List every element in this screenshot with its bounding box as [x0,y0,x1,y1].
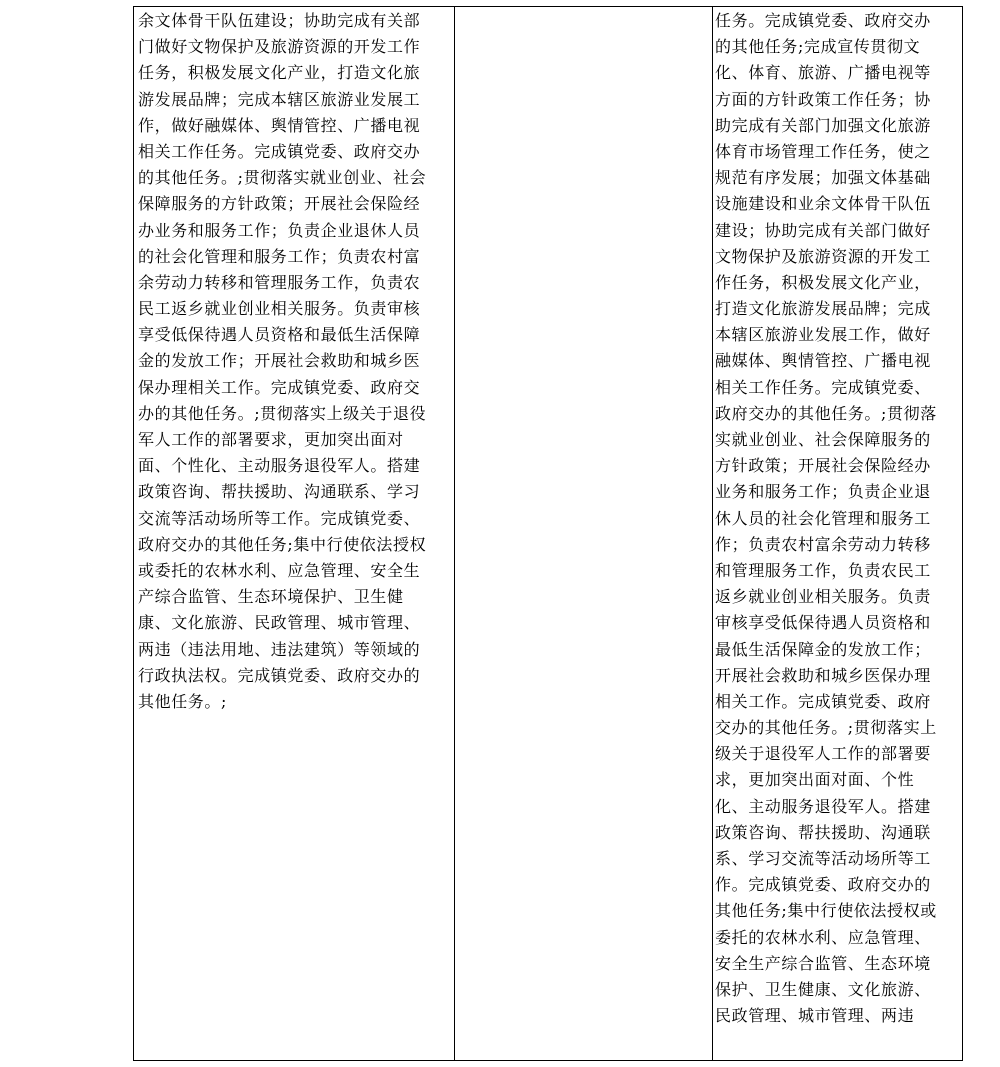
column-divider-left [454,7,455,1060]
text-line: 办的其他任务。;贯彻落实上级关于退役 [138,403,427,423]
text-line: 相关工作。完成镇党委、政府 [715,691,931,711]
text-line: 民工返乡就业创业相关服务。负责审核 [138,299,421,319]
text-line: 委托的农林水利、应急管理、 [715,927,931,947]
text-line: 产综合监管、生态环境保护、卫生健 [138,587,404,607]
text-line: 其他任务。; [138,691,227,711]
text-line: 作。完成镇党委、政府交办的 [715,875,931,895]
text-line: 康、文化旅游、民政管理、城市管理、 [138,613,421,633]
text-line: 设施建设和业余文体骨干队伍 [715,194,931,214]
text-line: 金的发放工作；开展社会救助和城乡医 [138,351,421,371]
text-line: 返乡就业创业相关服务。负责 [715,587,931,607]
text-line: 办业务和服务工作；负责企业退休人员 [138,220,421,240]
text-line: 建设；协助完成有关部门做好 [715,220,931,240]
text-line: 方针政策；开展社会保险经办 [715,456,931,476]
text-line: 作任务，积极发展文化产业， [715,272,931,292]
text-line: 休人员的社会化管理和服务工 [715,508,931,528]
text-line: 游发展品牌；完成本辖区旅游业发展工 [138,89,421,109]
text-line: 政府交办的其他任务。;贯彻落 [715,403,937,423]
text-line: 作；负责农村富余劳动力转移 [715,534,931,554]
text-line: 级关于退役军人工作的部署要 [715,744,931,764]
text-line: 相关工作任务。完成镇党委、政府交办 [138,141,421,161]
text-line: 行政执法权。完成镇党委、政府交办的 [138,665,421,685]
text-line: 系、学习交流等活动场所等工 [715,849,931,868]
left-duties-cell [138,8,450,715]
text-line: 规范有序发展；加强文体基础 [715,168,931,188]
text-line: 作，做好融媒体、舆情管控、广播电视 [138,115,421,135]
text-line: 和管理服务工作，负责农民工 [715,560,931,580]
text-line: 其他任务;集中行使依法授权或 [715,901,937,921]
text-line: 或委托的农林水利、应急管理、安全生 [138,560,421,580]
text-line: 的其他任务;完成宣传贯彻文 [715,37,921,57]
text-line: 享受低保待遇人员资格和最低生活保障 [138,325,421,345]
text-line: 任务。完成镇党委、政府交办 [715,11,931,30]
text-line: 助完成有关部门加强文化旅游 [715,115,931,135]
text-line: 打造文化旅游发展品牌；完成 [715,299,931,319]
text-line: 业务和服务工作；负责企业退 [715,482,931,502]
text-line: 体育市场管理工作任务，使之 [715,141,931,161]
text-line: 相关工作任务。完成镇党委、 [715,377,931,397]
column-divider-right [712,7,713,1060]
text-line: 文物保护及旅游资源的开发工 [715,246,931,266]
text-line: 民政管理、城市管理、两违 [715,1006,915,1026]
text-line: 交流等活动场所等工作。完成镇党委、 [138,508,421,528]
text-line: 本辖区旅游业发展工作，做好 [715,325,931,345]
text-line: 融媒体、舆情管控、广播电视 [715,351,931,371]
text-line: 两违（违法用地、违法建筑）等领域的 [138,639,421,659]
right-duties-cell [715,8,961,1029]
responsibility-table [133,6,963,1061]
text-line: 保障服务的方针政策；开展社会保险经 [138,194,421,214]
text-line: 政策咨询、帮扶援助、沟通联系、学习 [138,482,421,502]
text-line: 政府交办的其他任务;集中行使依法授权 [138,534,427,554]
text-line: 军人工作的部署要求，更加突出面对 [138,430,404,449]
text-line: 实就业创业、社会保障服务的 [715,430,931,449]
text-line: 方面的方针政策工作任务；协 [715,89,931,109]
text-line: 余文体骨干队伍建设；协助完成有关部 [138,11,421,30]
text-line: 的社会化管理和服务工作；负责农村富 [138,246,421,266]
text-line: 面、个性化、主动服务退役军人。搭建 [138,456,421,476]
text-line: 交办的其他任务。;贯彻落实上 [715,718,937,738]
text-line: 开展社会救助和城乡医保办理 [715,665,931,685]
text-line: 安全生产综合监管、生态环境 [715,953,931,973]
text-line: 余劳动力转移和管理服务工作，负责农 [138,272,421,292]
text-line: 最低生活保障金的发放工作； [715,639,931,659]
text-line: 保护、卫生健康、文化旅游、 [715,979,931,999]
text-line: 门做好文物保护及旅游资源的开发工作 [138,37,421,57]
text-line: 求，更加突出面对面、个性 [715,770,915,790]
text-line: 审核享受低保待遇人员资格和 [715,613,931,633]
text-line: 保办理相关工作。完成镇党委、政府交 [138,377,421,397]
text-line: 政策咨询、帮扶援助、沟通联 [715,822,931,842]
text-line: 的其他任务。;贯彻落实就业创业、社会 [138,168,427,188]
text-line: 化、主动服务退役军人。搭建 [715,796,931,816]
text-line: 化、体育、旅游、广播电视等 [715,63,931,83]
text-line: 任务，积极发展文化产业，打造文化旅 [138,63,421,83]
